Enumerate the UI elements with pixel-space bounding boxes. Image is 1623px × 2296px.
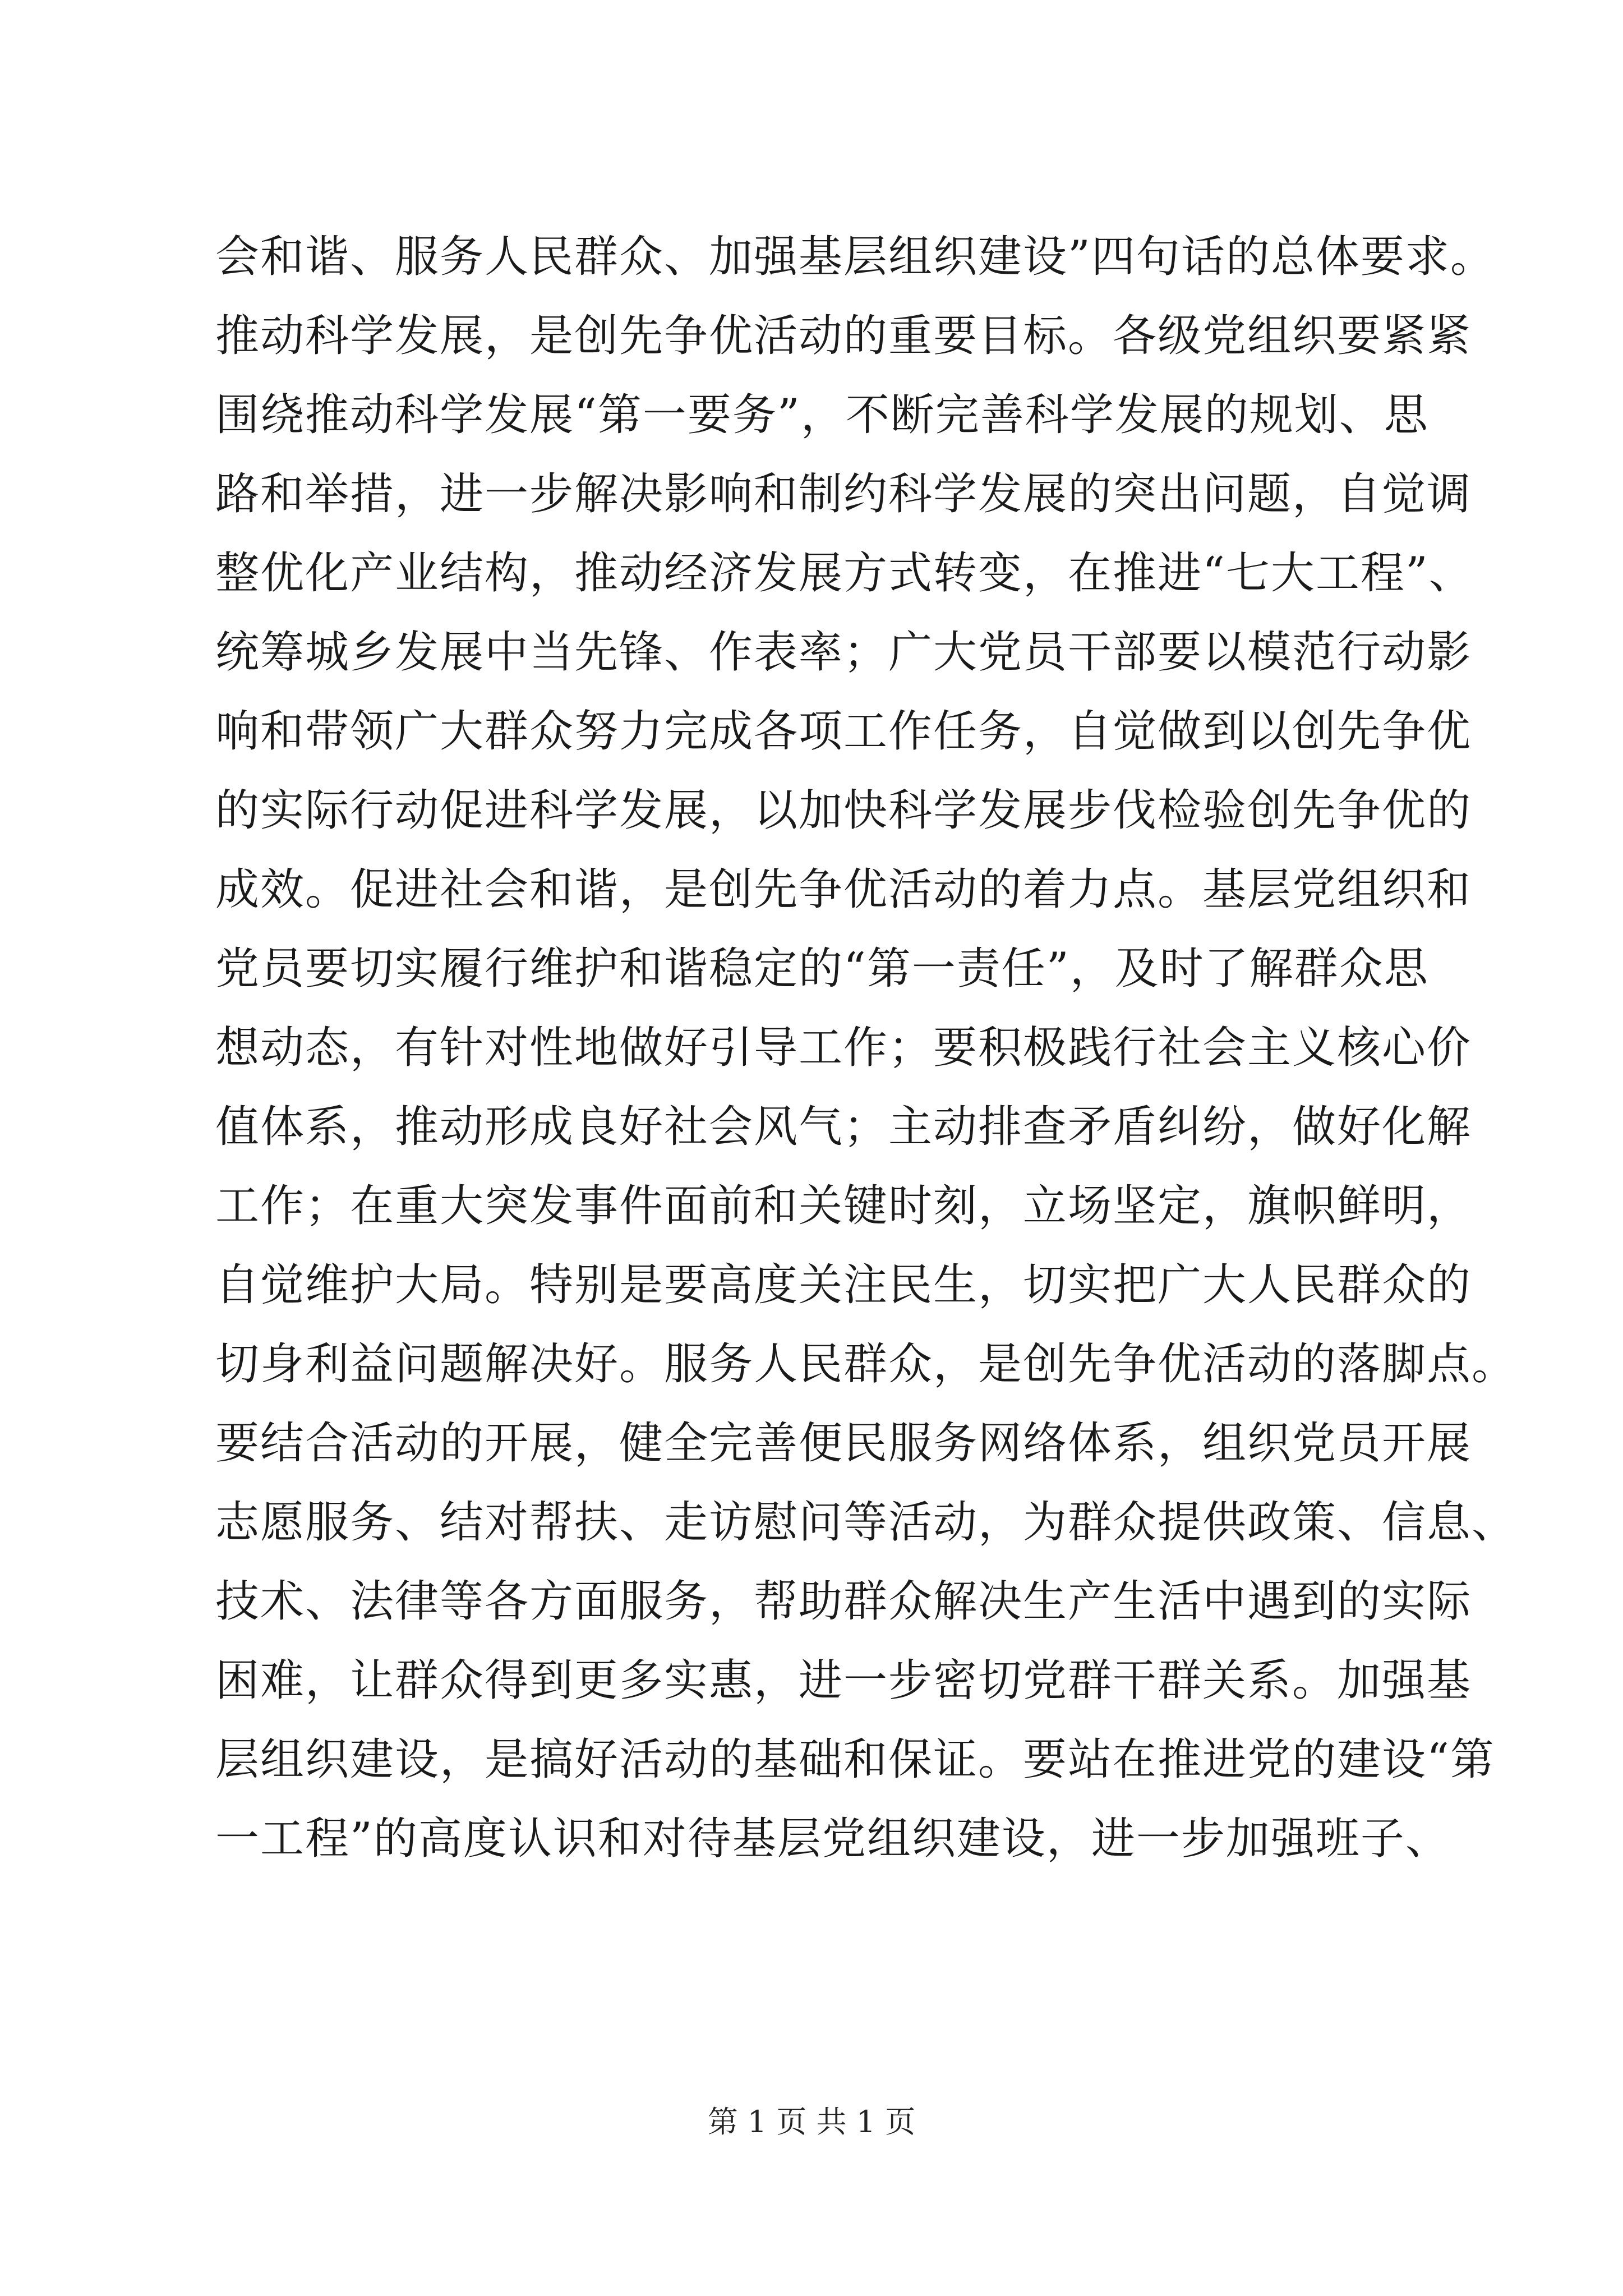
body-text bbox=[215, 218, 1517, 1879]
text-line: 切身利益问题解决好。服务人民群众，是创先争优活动的落脚点。 bbox=[215, 1339, 1517, 1389]
text-line: 推动科学发展，是创先争优活动的重要目标。各级党组织要紧紧 bbox=[215, 311, 1472, 361]
text-line: 党员要切实履行维护和谐稳定的“第一责任”，及时了解群众思 bbox=[215, 944, 1429, 994]
text-line: 整优化产业结构，推动经济发展方式转变，在推进“七大工程”、 bbox=[215, 548, 1474, 599]
text-line: 自觉维护大局。特别是要高度关注民生，切实把广大人民群众的 bbox=[215, 1260, 1472, 1310]
text-line: 围绕推动科学发展“第一要务”，不断完善科学发展的规划、思 bbox=[215, 390, 1429, 440]
page-footer: 第 1 页 共 1 页 bbox=[707, 2104, 916, 2139]
text-line: 志愿服务、结对帮扶、走访慰问等活动，为群众提供政策、信息、 bbox=[215, 1497, 1517, 1548]
text-line: 成效。促进社会和谐，是创先争优活动的着力点。基层党组织和 bbox=[215, 864, 1472, 915]
text-line: 技术、法律等各方面服务，帮助群众解决生产生活中遇到的实际 bbox=[215, 1576, 1472, 1627]
text-line: 层组织建设，是搞好活动的基础和保证。要站在推进党的建设“第 bbox=[215, 1734, 1495, 1785]
text-line: 路和举措，进一步解决影响和制约科学发展的突出问题，自觉调 bbox=[215, 469, 1472, 519]
text-line: 一工程”的高度认识和对待基层党组织建设，进一步加强班子、 bbox=[215, 1814, 1450, 1864]
text-line: 想动态，有针对性地做好引导工作；要积极践行社会主义核心价 bbox=[215, 1023, 1472, 1073]
text-line: 响和带领广大群众努力完成各项工作任务，自觉做到以创先争优 bbox=[215, 706, 1472, 757]
text-line: 会和谐、服务人民群众、加强基层组织建设”四句话的总体要求。 bbox=[215, 232, 1495, 282]
text-line: 值体系，推动形成良好社会风气；主动排查矛盾纠纷，做好化解 bbox=[215, 1102, 1472, 1152]
text-line: 工作；在重大突发事件面前和关键时刻，立场坚定，旗帜鲜明， bbox=[215, 1181, 1472, 1231]
text-line: 困难，让群众得到更多实惠，进一步密切党群干群关系。加强基 bbox=[215, 1655, 1472, 1706]
text-line: 统筹城乡发展中当先锋、作表率；广大党员干部要以模范行动影 bbox=[215, 627, 1472, 678]
text-line: 要结合活动的开展，健全完善便民服务网络体系，组织党员开展 bbox=[215, 1418, 1472, 1469]
text-line: 的实际行动促进科学发展，以加快科学发展步伐检验创先争优的 bbox=[215, 785, 1472, 836]
